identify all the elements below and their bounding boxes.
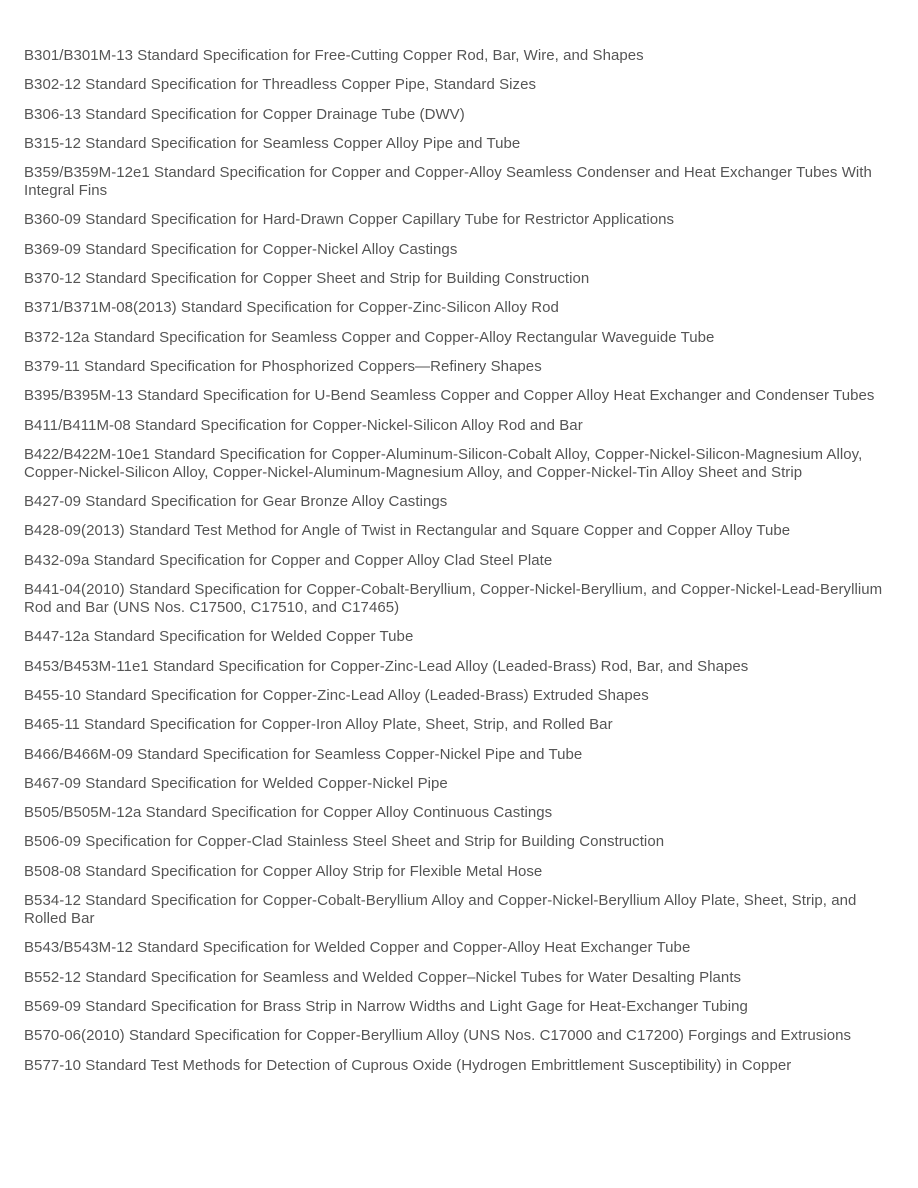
standard-entry: B465-11 Standard Specification for Copper-Iron Alloy Plate, Sheet, Strip, and Rolled Bar xyxy=(24,716,613,734)
standard-entry: B370-12 Standard Specification for Copper Sheet and Strip for Building Construction xyxy=(24,270,590,288)
standard-entry: B369-09 Standard Specification for Copper-Nickel Alloy Castings xyxy=(24,240,458,258)
standard-entry: B570-06(2010) Standard Specification for Copper-Beryllium Alloy (UNS Nos. C17000 and C17200) Forgings and Extrusions xyxy=(24,1027,852,1045)
standard-entry: B506-09 Specification for Copper-Clad Stainless Steel Sheet and Strip for Building Construction xyxy=(24,833,665,851)
standard-entry: B411/B411M-08 Standard Specification for Copper-Nickel-Silicon Alloy Rod and Bar xyxy=(24,416,583,434)
standard-entry: B577-10 Standard Test Methods for Detection of Cuprous Oxide (Hydrogen Embrittlement Susceptibility) in Copper xyxy=(24,1056,792,1074)
standard-entry: B569-09 Standard Specification for Brass Strip in Narrow Widths and Light Gage for Heat-Exchanger Tubing xyxy=(24,997,748,1015)
standard-entry: B395/B395M-13 Standard Specification for U-Bend Seamless Copper and Copper Alloy Heat Exchanger and Condenser Tubes xyxy=(24,387,875,405)
standard-entry: B508-08 Standard Specification for Copper Alloy Strip for Flexible Metal Hose xyxy=(24,862,543,880)
standard-entry: B447-12a Standard Specification for Welded Copper Tube xyxy=(24,628,414,646)
standard-entry: B467-09 Standard Specification for Welded Copper-Nickel Pipe xyxy=(24,774,448,792)
standard-entry: B371/B371M-08(2013) Standard Specification for Copper-Zinc-Silicon Alloy Rod xyxy=(24,299,559,317)
standard-entry: B534-12 Standard Specification for Copper-Cobalt-Beryllium Alloy and Copper-Nickel-Beryllium Alloy Plate, Sheet, Strip, and Rolled Bar xyxy=(24,892,857,928)
standard-entry: B552-12 Standard Specification for Seamless and Welded Copper–Nickel Tubes for Water Desalting Plants xyxy=(24,968,742,986)
standard-entry: B302-12 Standard Specification for Threadless Copper Pipe, Standard Sizes xyxy=(24,76,537,94)
standard-entry: B453/B453M-11e1 Standard Specification for Copper-Zinc-Lead Alloy (Leaded-Brass) Rod, Bar, and Shapes xyxy=(24,657,749,675)
standard-entry: B432-09a Standard Specification for Copper and Copper Alloy Clad Steel Plate xyxy=(24,551,553,569)
standard-entry: B306-13 Standard Specification for Copper Drainage Tube (DWV) xyxy=(24,105,465,123)
standard-entry: B455-10 Standard Specification for Copper-Zinc-Lead Alloy (Leaded-Brass) Extruded Shapes xyxy=(24,686,649,704)
standard-entry: B543/B543M-12 Standard Specification for Welded Copper and Copper-Alloy Heat Exchanger Tube xyxy=(24,939,691,957)
standard-entry: B505/B505M-12a Standard Specification for Copper Alloy Continuous Castings xyxy=(24,804,553,822)
standard-entry: B379-11 Standard Specification for Phosphorized Coppers—Refinery Shapes xyxy=(24,357,542,375)
standard-entry: B428-09(2013) Standard Test Method for Angle of Twist in Rectangular and Square Copper and Copper Alloy Tube xyxy=(24,522,791,540)
standard-entry: B441-04(2010) Standard Specification for Copper-Cobalt-Beryllium, Copper-Nickel-Beryllium, and Copper-Nickel-Lead-Beryllium Rod and Bar (UNS Nos. C17500, C17510, and C17465) xyxy=(24,581,883,617)
standard-entry: B359/B359M-12e1 Standard Specification for Copper and Copper-Alloy Seamless Condenser and Heat Exchanger Tubes With Integral Fins xyxy=(24,164,872,200)
standard-entry: B301/B301M-13 Standard Specification for Free-Cutting Copper Rod, Bar, Wire, and Shapes xyxy=(24,47,644,64)
standards-list xyxy=(24,47,890,1086)
standard-entry: B360-09 Standard Specification for Hard-Drawn Copper Capillary Tube for Restrictor Applications xyxy=(24,211,675,229)
standard-entry: B372-12a Standard Specification for Seamless Copper and Copper-Alloy Rectangular Waveguide Tube xyxy=(24,328,715,346)
standard-entry: B427-09 Standard Specification for Gear Bronze Alloy Castings xyxy=(24,493,448,511)
standard-entry: B422/B422M-10e1 Standard Specification for Copper-Aluminum-Silicon-Cobalt Alloy, Copper-Nickel-Silicon-Magnesium Alloy, Copper-Nickel-Silicon Alloy, Copper-Nickel-Aluminum-Magnesium Alloy, and Copper-Nickel-Tin Alloy Sheet and Strip xyxy=(24,445,863,481)
standard-entry: B466/B466M-09 Standard Specification for Seamless Copper-Nickel Pipe and Tube xyxy=(24,745,583,763)
standard-entry: B315-12 Standard Specification for Seamless Copper Alloy Pipe and Tube xyxy=(24,134,521,152)
